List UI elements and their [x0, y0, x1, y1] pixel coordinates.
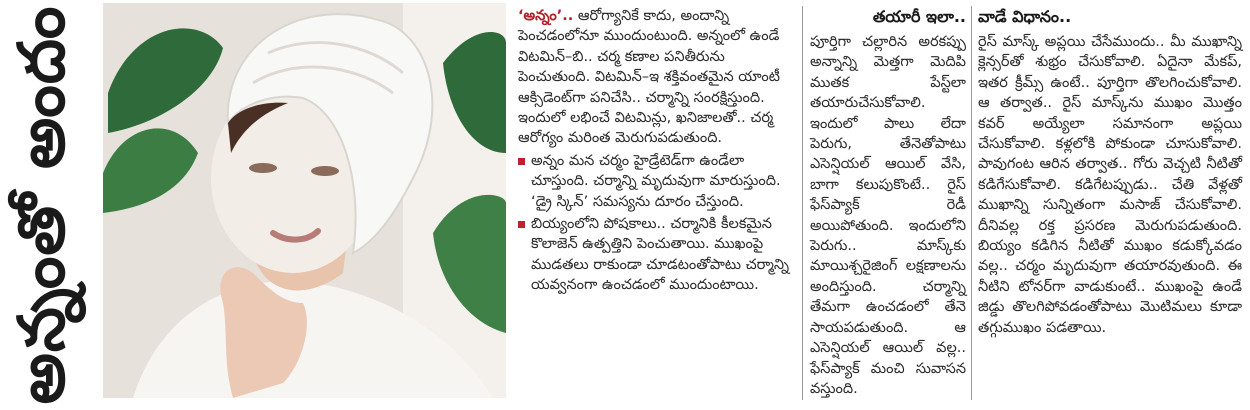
bullet-text: బియ్యంలోని పోషకాలు.. చర్మానికి కీలకమైన కొలాజెన్ ఉత్పత్తిని పెంచుతాయి. ముఖంపై ముడతలు రాకుండా చూడటంతోపాటు చర్మాన్ని యవ్వనంగా ఉంచడంలో ముందుంటాయి. [531, 216, 790, 294]
column-preparation [810, 6, 966, 402]
intro-text: ఆరోగ్యానికే కాదు, అందాన్ని పెంచడంలోనూ ముందుంటుంది. అన్నంలో ఉండే విటమిన్–బి.. చర్మ కణాల పనితీరును పెంచుతుంది. విటమిన్–ఇ శక్తివంతమైన యాంటీ ఆక్సిడెంట్‌గా పనిచేసి.. చర్మాన్ని సంరక్షిస్తుంది. ఇందులో లభించే విటమిన్లు, ఖనిజాలతో.. చర్మ ఆరోగ్యం మరింత మెరుగుపడుతుంది. [518, 8, 780, 147]
article-photo [103, 3, 506, 398]
section-body: రైస్ మాస్క్ అప్లయి చేసేముందు.. మీ ముఖాన్ని క్లెన్సర్‌తో శుభ్రం చేసుకోవాలి. ఏదైనా మేకప్, ఇతర క్రీమ్స్ ఉంటే.. పూర్తిగా తొలగించుకోవాలి. ఆ తర్వాత.. రైస్ మాస్క్‌ను ముఖం మొత్తం కవర్ అయ్యేలా సమానంగా అప్లయి చేసుకోవాలి. కళ్లలోకి పోకుండా చూసుకోవాలి. పావుగంట ఆరిన తర్వాత.. గోరు వెచ్చటి నీటితో కడిగేసుకోవాలి. కడిగేటప్పుడు.. చేతి వేళ్లతో ముఖాన్ని సున్నితంగా మసాజ్ చేసుకోవాలి. దీనివల్ల రక్త ప్రసరణ మెరుగుపడుతుంది. బియ్యం కడిగిన నీటితో ముఖం కడుక్కోవడం వల్ల.. చర్మం మృదువుగా తయారవుతుంది. ఈ నీటిని టోనర్‌గా వాడుకుంటే.. ముఖంపై ఉండే జిడ్డు తొలగిపోవడంతోపాటు మొటిమలు కూడా తగ్గుముఖం పడతాయి. [978, 34, 1242, 336]
column-usage [978, 6, 1242, 402]
intro-paragraph [518, 6, 794, 149]
column-divider [802, 6, 803, 400]
page-headline: అన్నంతో అందం [5, 5, 80, 405]
bullet-text: అన్నం మన చర్మం హైడ్రేటెడ్‌గా ఉండేలా చూస్తుంది. చర్మాన్ని మృదువుగా మారుస్తుంది. ‘డ్రై స్కిన్’ సమస్యను దూరం చేస్తుంది. [531, 152, 781, 210]
column-divider [971, 6, 972, 400]
lead-word: ‘అన్నం’.. [518, 8, 574, 24]
list-item [518, 214, 794, 296]
woman-face-mask-photo [103, 3, 506, 398]
bullet-square-icon [518, 221, 525, 228]
column-benefits [518, 6, 794, 402]
section-heading: తయారీ ఇలా.. [872, 7, 966, 26]
bullet-square-icon [518, 158, 525, 165]
section-heading: వాడే విధానం.. [978, 7, 1072, 26]
list-item [518, 151, 794, 212]
section-body: పూర్తిగా చల్లారిన అరకప్పు అన్నాన్ని మెత్తగా మెదిపి ముతక పేస్ట్‌లా తయారుచేసుకోవాలి. ఇందులో పాలు లేదా పెరుగు, తేనెతోపాటు ఎసెన్షియల్ ఆయిల్ వేసి, బాగా కలుపుకొంటే.. రైస్ ఫేస్‌ప్యాక్ రెడీ అయిపోతుంది. ఇందులోని పెరుగు.. మాస్క్‌కు మాయిశ్చరైజింగ్ లక్షణాలను అందిస్తుంది. చర్మాన్ని తేమగా ఉంచడంలో తేనె సాయపడుతుంది. ఆ ఎసెన్షియల్ ఆయిల్ వల్ల.. ఫేస్‌ప్యాక్ మంచి సువాసన వస్తుంది. [810, 34, 966, 397]
headline-area [0, 0, 100, 410]
